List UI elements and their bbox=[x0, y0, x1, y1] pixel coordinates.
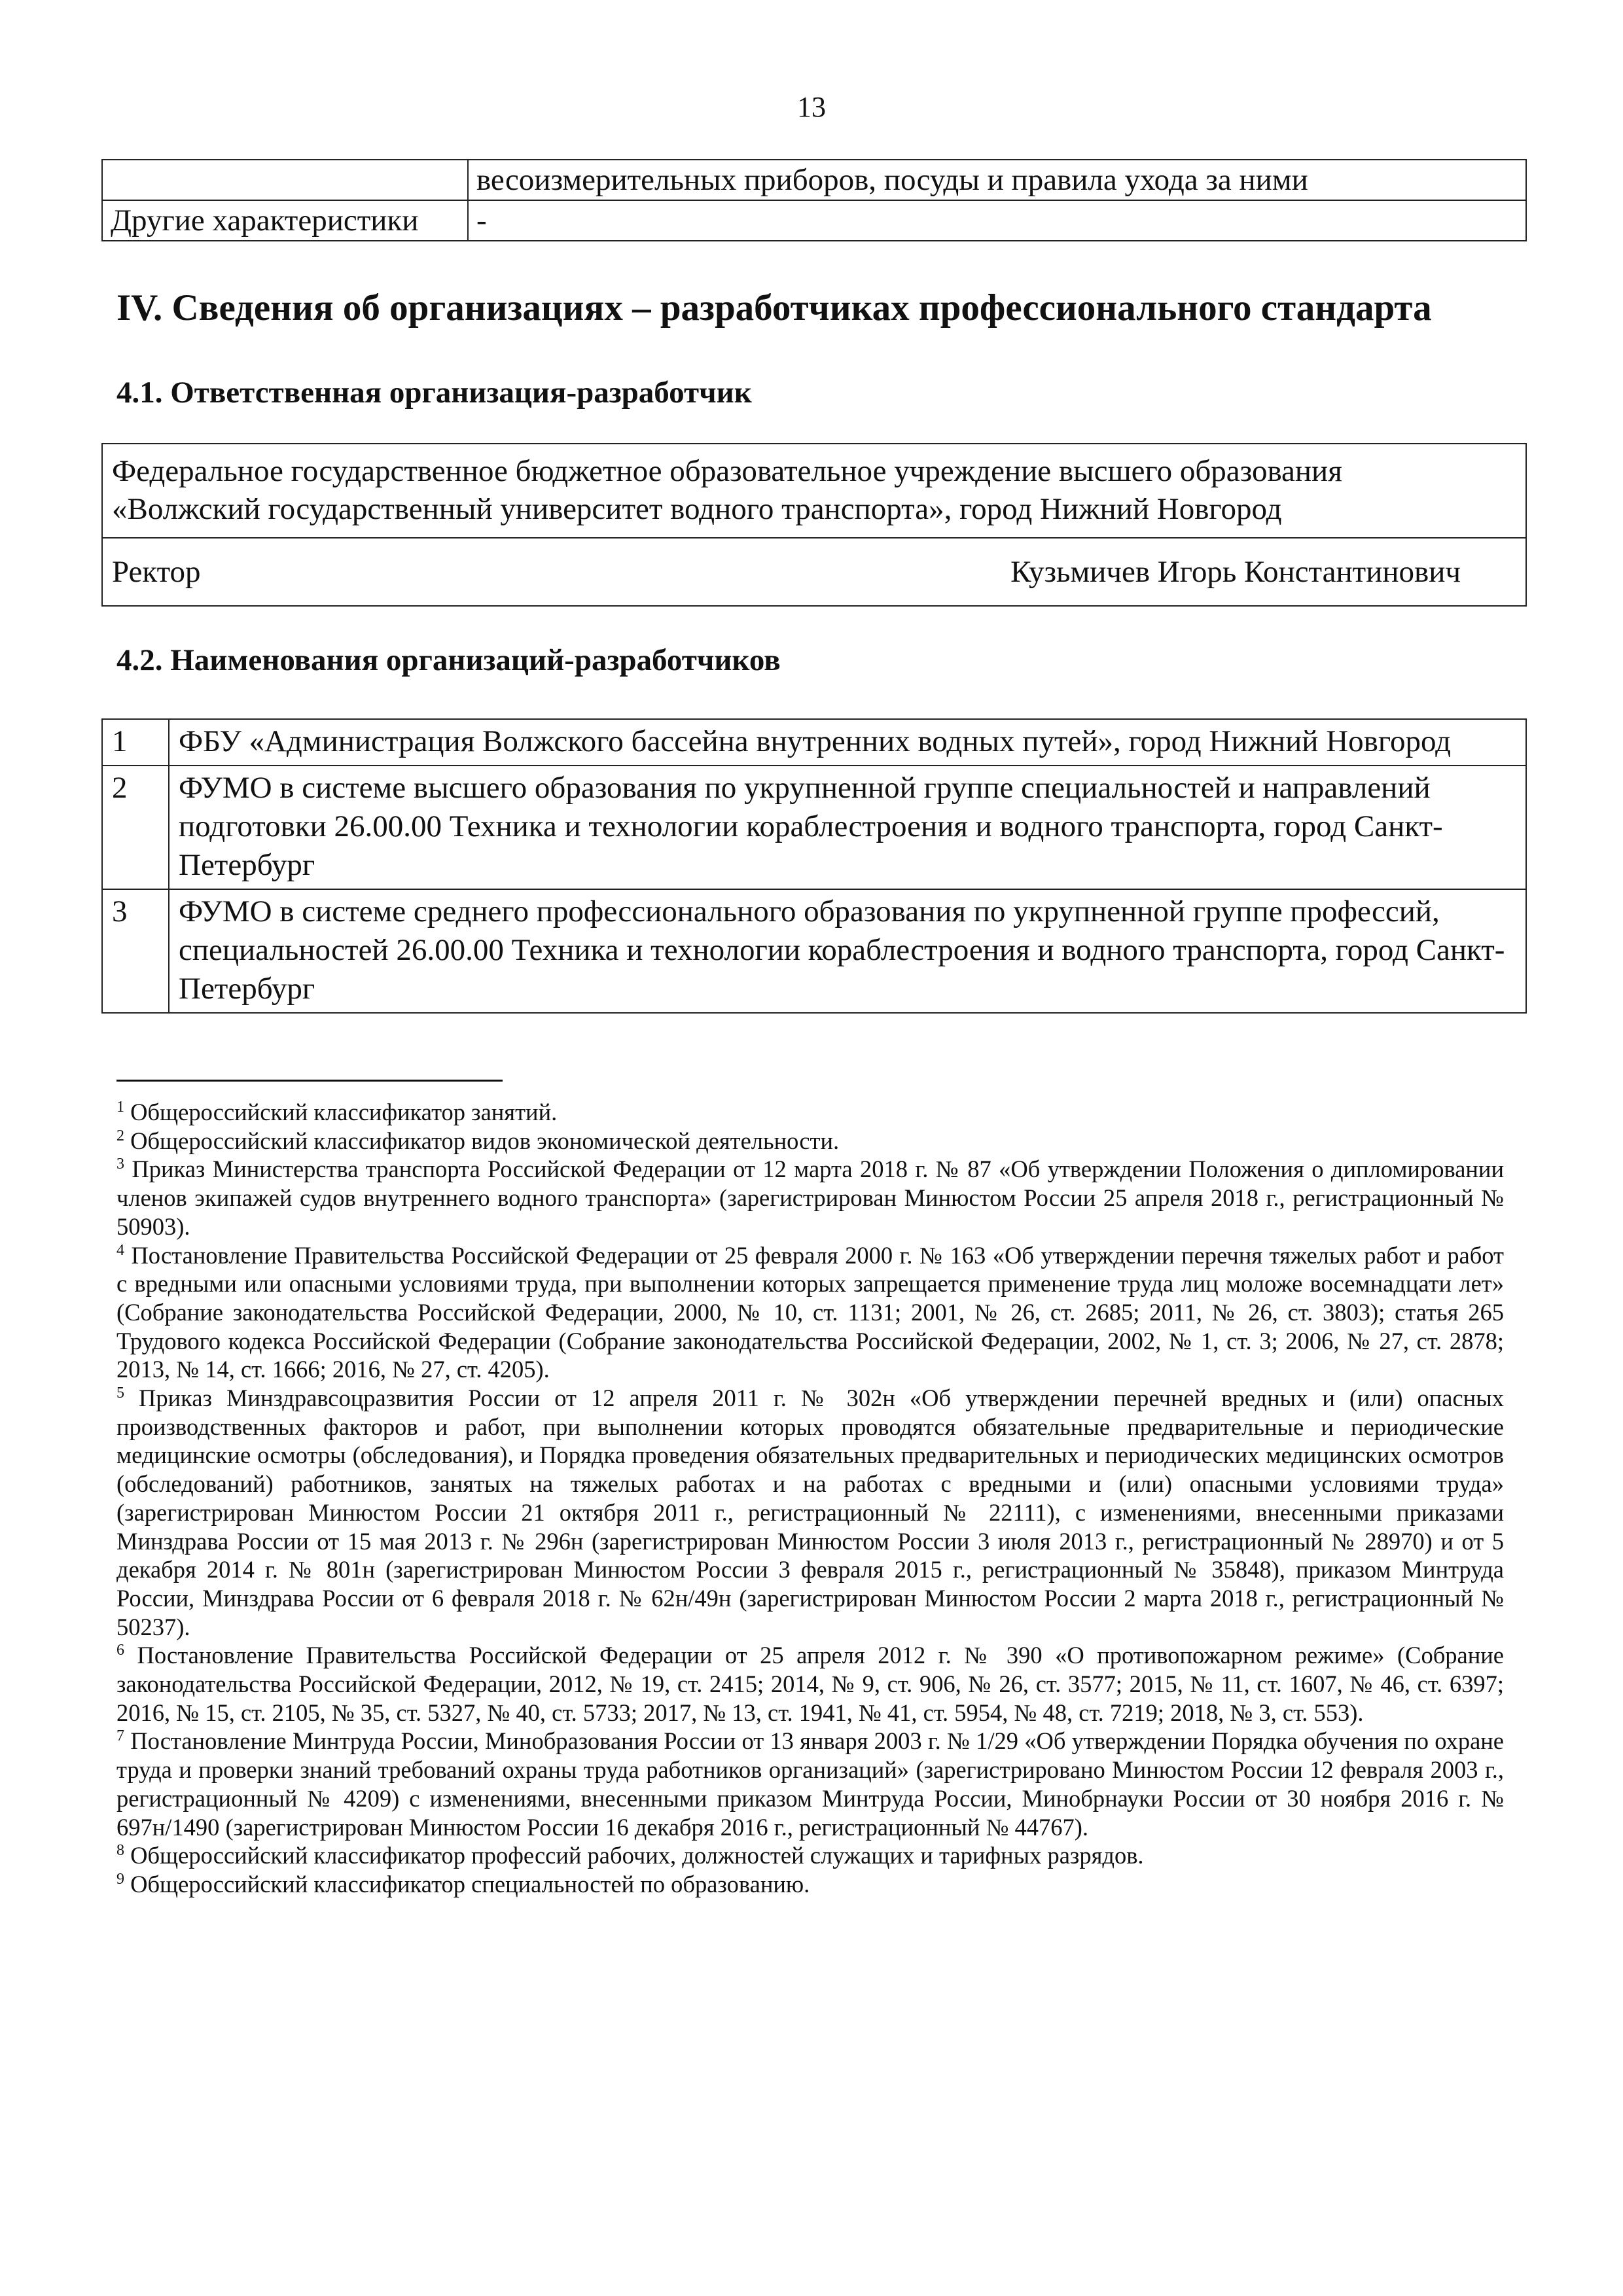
subsection-title-developers: 4.2. Наименования организаций-разработчиков bbox=[116, 643, 781, 677]
footnote-mark: 6 bbox=[116, 1642, 124, 1659]
footnote-divider bbox=[116, 1080, 503, 1082]
footnote-text: Приказ Минздравсоцразвития России от 12 апреля 2011 г. № 302н «Об утверждении перечней вредных и (или) опасных производственных факторов и работ, при выполнении которых проводятся обязательные предварительные и периодические медицинские осмотры (обследования), и Порядка проведения обязательных предварительных и периодических медицинских осмотров (обследований) работников, занятых на тяжелых работах и на работах с вредными и (или) опасными условиями труда» (зарегистрирован Минюстом России 21 октября 2011 г., регистрационный № 22111), с изменениями, внесенными приказами Минздрава России от 15 мая 2013 г. № 296н (зарегистрирован Минюстом России 3 июля 2013 г., регистрационный № 28970) и от 5 декабря 2014 г. № 801н (зарегистрирован Минюстом России 3 февраля 2015 г., регистрационный № 35848), приказом Минтруда России, Минздрава России от 6 февраля 2018 г. № 62н/49н (зарегистрирован Минюстом России 2 марта 2018 г., регистрационный № 50237). bbox=[116, 1385, 1504, 1640]
footnote bbox=[116, 1384, 1504, 1641]
position-title: Ректор bbox=[112, 555, 201, 589]
table-cell-label: Другие характеристики bbox=[102, 200, 468, 241]
footnote bbox=[116, 1727, 1504, 1841]
footnote bbox=[116, 1241, 1504, 1385]
table-row bbox=[102, 719, 1526, 766]
table-row bbox=[102, 160, 1526, 200]
footnote-text: Постановление Минтруда России, Минобразования России от 13 января 2003 г. № 1/29 «Об утверждении Порядка обучения по охране труда и проверки знаний требований охраны труда работников организаций» (зарегистрировано Минюстом России 12 февраля 2003 г., регистрационный № 4209) с изменениями, внесенными приказом Минтруда России, Минобрнауки России от 30 ноября 2016 г. № 697н/1490 (зарегистрирован Минюстом России 16 декабря 2016 г., регистрационный № 44767). bbox=[116, 1727, 1505, 1841]
footnote-mark: 4 bbox=[116, 1241, 124, 1259]
footnote-text: Общероссийский классификатор занятий. bbox=[130, 1099, 558, 1125]
footnote-text: Общероссийский классификатор профессий рабочих, должностей служащих и тарифных разрядов. bbox=[130, 1842, 1144, 1869]
org-name: ФУМО в системе среднего профессионального образования по укрупненной группе профессий, специальностей 26.00.00 Техника и технологии кораблестроения и водного транспорта, город Санкт-Петербург bbox=[169, 889, 1526, 1013]
footnote-mark: 2 bbox=[116, 1127, 124, 1144]
org-name-line: Федеральное государственное бюджетное образовательное учреждение высшего образования bbox=[112, 454, 1342, 488]
table-row bbox=[102, 766, 1526, 889]
table-cell-value: - bbox=[468, 200, 1526, 241]
table-cell-empty bbox=[102, 160, 468, 200]
table-row bbox=[102, 444, 1526, 538]
org-name: ФУМО в системе высшего образования по укрупненной группе специальностей и направлений подготовки 26.00.00 Техника и технологии кораблестроения и водного транспорта, город Санкт-Петербург bbox=[169, 766, 1526, 889]
row-number: 2 bbox=[102, 766, 169, 889]
footnote-mark: 8 bbox=[116, 1842, 124, 1860]
footnote bbox=[116, 1127, 1504, 1156]
footnote bbox=[116, 1870, 1504, 1899]
footnote bbox=[116, 1641, 1504, 1727]
row-number: 3 bbox=[102, 889, 169, 1013]
page-number: 13 bbox=[797, 91, 826, 123]
footnote-mark: 9 bbox=[116, 1870, 124, 1888]
footnote-mark: 5 bbox=[116, 1384, 124, 1402]
characteristics-table bbox=[101, 159, 1527, 241]
footnote-text: Приказ Министерства транспорта Российской Федерации от 12 марта 2018 г. № 87 «Об утверждении Положения о дипломировании членов экипажей судов внутреннего водного транспорта» (зарегистрирован Минюстом России 25 апреля 2018 г., регистрационный № 50903). bbox=[116, 1156, 1504, 1240]
subsection-title-responsible: 4.1. Ответственная организация-разработчик bbox=[116, 376, 752, 410]
footnote-mark: 7 bbox=[116, 1727, 124, 1745]
footnote-text: Общероссийский классификатор специальностей по образованию. bbox=[130, 1870, 810, 1898]
person-name: Кузьмичев Игорь Константинович bbox=[1010, 555, 1461, 589]
table-row bbox=[102, 538, 1526, 606]
org-name: ФБУ «Администрация Волжского бассейна внутренних водных путей», город Нижний Новгород bbox=[169, 719, 1526, 766]
footnotes bbox=[116, 1098, 1504, 1899]
row-number: 1 bbox=[102, 719, 169, 766]
org-name-line: «Волжский государственный университет водного транспорта», город Нижний Новгород bbox=[112, 492, 1282, 526]
footnote bbox=[116, 1155, 1504, 1241]
developers-table bbox=[101, 718, 1527, 1014]
footnote-text: Постановление Правительства Российской Федерации от 25 апреля 2012 г. № 390 «О противопожарном режиме» (Собрание законодательства Российской Федерации, 2012, № 19, ст. 2415; 2014, № 9, ст. 906, № 26, ст. 3577; 2015, № 11, ст. 1607, № 46, ст. 6397; 2016, № 15, ст. 2105, № 35, ст. 5327, № 40, ст. 5733; 2017, № 13, ст. 1941, № 41, ст. 5954, № 48, ст. 7219; 2018, № 3, ст. 553). bbox=[116, 1642, 1504, 1726]
footnote-text: Постановление Правительства Российской Федерации от 25 февраля 2000 г. № 163 «Об утверждении перечня тяжелых работ и работ с вредными или опасными условиями труда, при выполнении которых запрещается применение труда лиц моложе восемнадцати лет» (Собрание законодательства Российской Федерации, 2000, № 10, ст. 1131; 2001, № 26, ст. 2685; 2011, № 26, ст. 3803); статья 265 Трудового кодекса Российской Федерации (Собрание законодательства Российской Федерации, 2002, № 1, ст. 3; 2006, № 27, ст. 2878; 2013, № 14, ст. 1666; 2016, № 27, ст. 4205). bbox=[116, 1241, 1505, 1383]
footnote-text: Общероссийский классификатор видов экономической деятельности. bbox=[130, 1127, 840, 1154]
head-cell bbox=[102, 538, 1526, 606]
footnote bbox=[116, 1841, 1504, 1870]
responsible-org-table bbox=[101, 443, 1527, 607]
footnote-mark: 1 bbox=[116, 1098, 124, 1116]
footnote bbox=[116, 1098, 1504, 1127]
table-row bbox=[102, 889, 1526, 1013]
table-cell-value: весоизмерительных приборов, посуды и правила ухода за ними bbox=[468, 160, 1526, 200]
org-name-cell bbox=[102, 444, 1526, 538]
footnote-mark: 3 bbox=[116, 1156, 124, 1173]
table-row bbox=[102, 200, 1526, 241]
section-title: IV. Сведения об организациях – разработчиках профессионального стандарта bbox=[116, 287, 1432, 328]
